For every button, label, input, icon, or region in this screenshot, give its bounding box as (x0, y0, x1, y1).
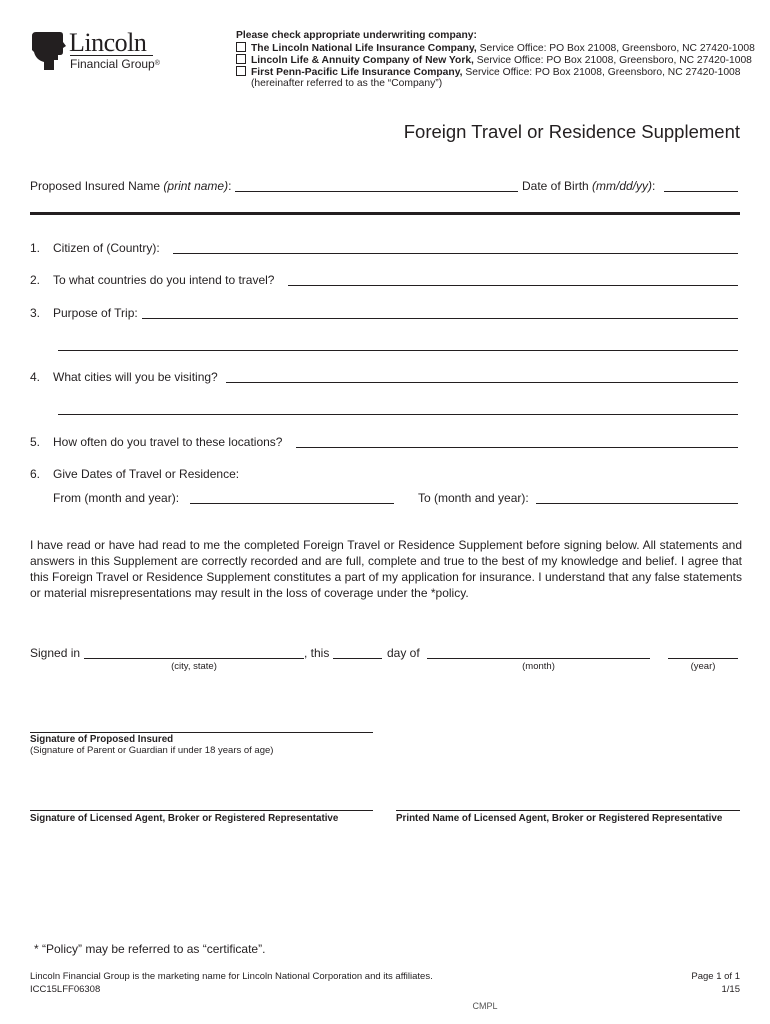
from-label: From (month and year): (53, 491, 180, 505)
month-field[interactable] (427, 658, 650, 659)
company-option-1[interactable]: The Lincoln National Life Insurance Company, Service Office: PO Box 21008, Greensboro, NC 27420-1008 (236, 42, 755, 55)
question-frequency: How often do you travel to these locations? (53, 435, 283, 449)
company-checkbox-3[interactable] (236, 66, 246, 76)
marketing-note: Lincoln Financial Group is the marketing name for Lincoln National Corporation and its affiliates. (30, 971, 433, 982)
purpose-field[interactable] (142, 318, 738, 319)
section-divider (30, 212, 740, 215)
city-state-caption: (city, state) (171, 661, 217, 672)
underwriting-heading: Please check appropriate underwriting company: (236, 30, 477, 41)
logo-wordmark: Lincoln (69, 28, 147, 57)
agent-signature-field[interactable] (30, 810, 373, 811)
year-field[interactable] (668, 658, 738, 659)
day-field[interactable] (333, 658, 382, 659)
insured-name-label: Proposed Insured Name (print name): (30, 179, 232, 193)
insured-signature-field[interactable] (30, 732, 373, 733)
lincoln-profile-icon (30, 30, 68, 72)
form-id: ICC15LFF06308 (30, 984, 101, 995)
citizen-field[interactable] (173, 253, 738, 254)
question-number: 5. (30, 435, 41, 449)
frequency-field[interactable] (296, 447, 738, 448)
company-note: (hereinafter referred to as the “Company”) (251, 78, 443, 89)
question-number: 3. (30, 306, 41, 320)
form-date: 1/15 (721, 984, 740, 995)
question-number: 6. (30, 467, 41, 481)
insured-signature-label: Signature of Proposed Insured (30, 734, 174, 745)
policy-footnote: * “Policy” may be referred to as “certificate”. (34, 942, 266, 956)
insured-name-field[interactable] (235, 191, 518, 192)
cities-field[interactable] (226, 382, 738, 383)
question-citizen: Citizen of (Country): (53, 241, 160, 255)
this-label: , this (304, 646, 330, 660)
year-caption: (year) (690, 661, 716, 672)
question-countries: To what countries do you intend to travel? (53, 273, 275, 287)
logo-rule (70, 55, 153, 56)
cmpl-mark: CMPL (472, 1001, 498, 1011)
city-state-field[interactable] (84, 658, 304, 659)
agent-signature-label: Signature of Licensed Agent, Broker or Registered Representative (30, 813, 339, 824)
dob-field[interactable] (664, 191, 738, 192)
attestation-statement: I have read or have had read to me the completed Foreign Travel or Residence Supplement before signing below. All statements and answers in this Supplement are correctly recorded and are full, complete and true to the best of my knowledge and belief. I agree that this Foreign Travel or Residence Supplement constitutes a part of my application for insurance. I understand that any false statements or material misrepresentations may result in the loss of coverage under the *policy. (30, 538, 742, 600)
from-field[interactable] (190, 503, 394, 504)
question-number: 2. (30, 273, 41, 287)
question-purpose: Purpose of Trip: (53, 306, 138, 320)
to-field[interactable] (536, 503, 738, 504)
month-caption: (month) (522, 661, 555, 672)
purpose-field-line-2[interactable] (58, 350, 738, 351)
cities-field-line-2[interactable] (58, 414, 738, 415)
question-number: 4. (30, 370, 41, 384)
agent-printed-name-field[interactable] (396, 810, 740, 811)
dob-label: Date of Birth (mm/dd/yy): (522, 179, 656, 193)
company-option-3[interactable]: First Penn-Pacific Life Insurance Company, Service Office: PO Box 21008, Greensboro, NC 27420-1008 (236, 66, 741, 79)
countries-field[interactable] (288, 285, 738, 286)
question-cities: What cities will you be visiting? (53, 370, 218, 384)
signed-in-label: Signed in (30, 646, 81, 660)
company-checkbox-2[interactable] (236, 54, 246, 64)
logo-subtitle: Financial Group® (70, 57, 160, 71)
to-label: To (month and year): (418, 491, 529, 505)
day-of-label: day of (387, 646, 420, 660)
insured-signature-note: (Signature of Parent or Guardian if under 18 years of age) (30, 745, 274, 756)
page-number: Page 1 of 1 (691, 971, 740, 982)
company-option-2[interactable]: Lincoln Life & Annuity Company of New York, Service Office: PO Box 21008, Greensboro, NC 27420-1008 (236, 54, 752, 67)
question-number: 1. (30, 241, 41, 255)
agent-printed-name-label: Printed Name of Licensed Agent, Broker or Registered Representative (396, 813, 723, 824)
question-dates: Give Dates of Travel or Residence: (53, 467, 240, 481)
form-title: Foreign Travel or Residence Supplement (403, 121, 740, 142)
company-checkbox-1[interactable] (236, 42, 246, 52)
